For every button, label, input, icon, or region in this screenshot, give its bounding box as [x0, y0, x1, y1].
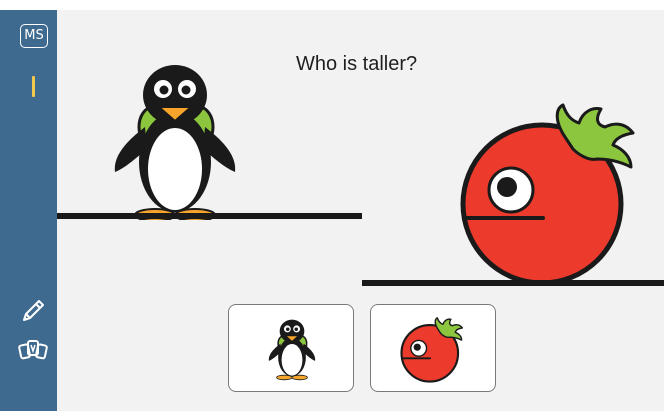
cards-button[interactable]	[17, 334, 49, 366]
question-text: Who is taller?	[296, 53, 418, 75]
tomato-figure	[455, 97, 647, 287]
shelf-left	[57, 213, 362, 219]
shelf-right	[362, 280, 664, 286]
cards-icon	[17, 334, 49, 366]
activity-screen	[0, 10, 664, 411]
progress-marker	[32, 76, 35, 97]
user-badge[interactable]: MS	[20, 24, 48, 48]
pencil-button[interactable]	[18, 296, 48, 326]
sidebar	[0, 10, 57, 411]
penguin-icon	[265, 313, 319, 383]
tomato-icon	[397, 315, 469, 383]
answer-tomato-button[interactable]	[370, 304, 496, 392]
penguin-figure	[105, 57, 245, 220]
pencil-icon	[18, 296, 48, 326]
answer-penguin-button[interactable]	[228, 304, 354, 392]
